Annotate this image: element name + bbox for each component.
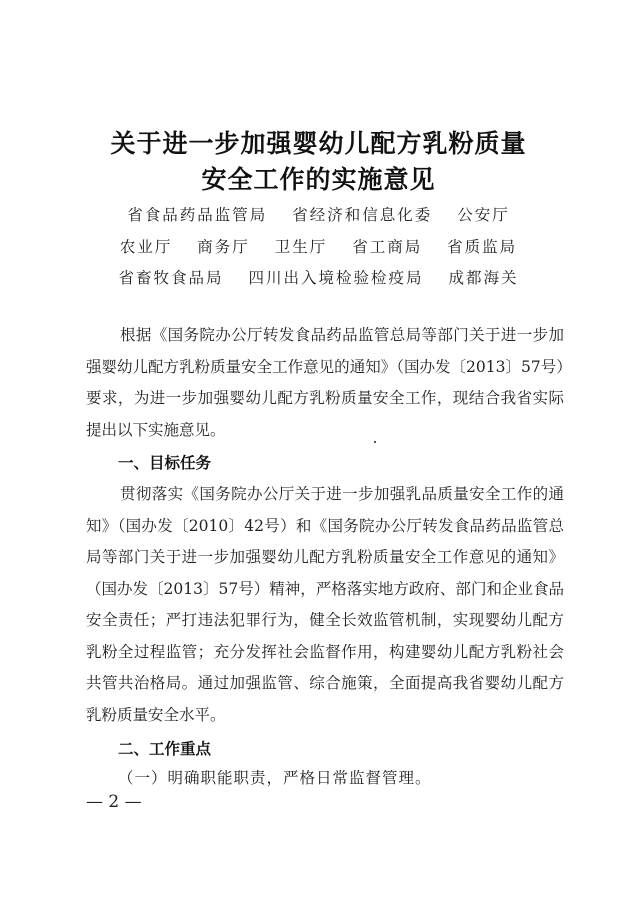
document-title-line-1: 关于进一步加强婴幼儿配方乳粉质量 — [110, 129, 527, 158]
issuer-name: 商务厅 — [197, 238, 250, 256]
issuer-row-1 — [0, 203, 637, 225]
page-number: — 2 — — [86, 792, 142, 812]
issuer-name: 省食品药品监管局 — [127, 206, 268, 224]
goals-paragraph: 贯彻落实《国务院办公厅关于进一步加强乳品质量安全工作的通知》（国办发〔2010〕42号）和《国务院办公厅转发食品药品监管总局等部门关于进一步加强婴幼儿配方乳粉质量安全工作意见的通知》（国办发〔2013〕57号）精神，严格落实地方政府、部门和企业食品安全责任；严打违法犯罪行为，健全长效监管机制，实现婴幼儿配方乳粉全过程监管；充分发挥社会监督作用，构建婴幼儿配方乳粉社会共管共治格局。通过加强监管、综合施策，全面提高我省婴幼儿配方乳粉质量安全水平。 — [86, 485, 564, 724]
section-heading-work-focus: 二、工作重点 — [118, 740, 212, 758]
issuer-name: 农业厅 — [119, 238, 173, 256]
issuer-name: 省质监局 — [447, 238, 518, 256]
issuer-name: 成都海关 — [448, 269, 519, 287]
issuer-name: 省工商局 — [352, 238, 423, 256]
intro-paragraph: 根据《国务院办公厅转发食品药品监管总局等部门关于进一步加强婴幼儿配方乳粉质量安全工作意见的通知》（国办发〔2013〕57号）要求，为进一步加强婴幼儿配方乳粉质量安全工作，现结合我省实际提出以下实施意见。 — [86, 326, 564, 439]
scan-speck — [374, 441, 376, 443]
subsection-heading-1: （一）明确职能职责，严格日常监督管理。 — [118, 769, 432, 787]
issuer-row-2 — [0, 235, 637, 257]
issuer-name: 四川出入境检验检疫局 — [248, 269, 424, 287]
document-title-line-2: 安全工作的实施意见 — [201, 165, 436, 194]
issuer-row-3 — [0, 266, 637, 288]
issuer-name: 公安厅 — [457, 206, 510, 224]
section-heading-goals: 一、目标任务 — [118, 454, 212, 472]
issuer-name: 卫生厅 — [274, 238, 328, 256]
issuer-name: 省畜牧食品局 — [118, 269, 224, 287]
issuer-name: 省经济和信息化委 — [292, 206, 433, 224]
